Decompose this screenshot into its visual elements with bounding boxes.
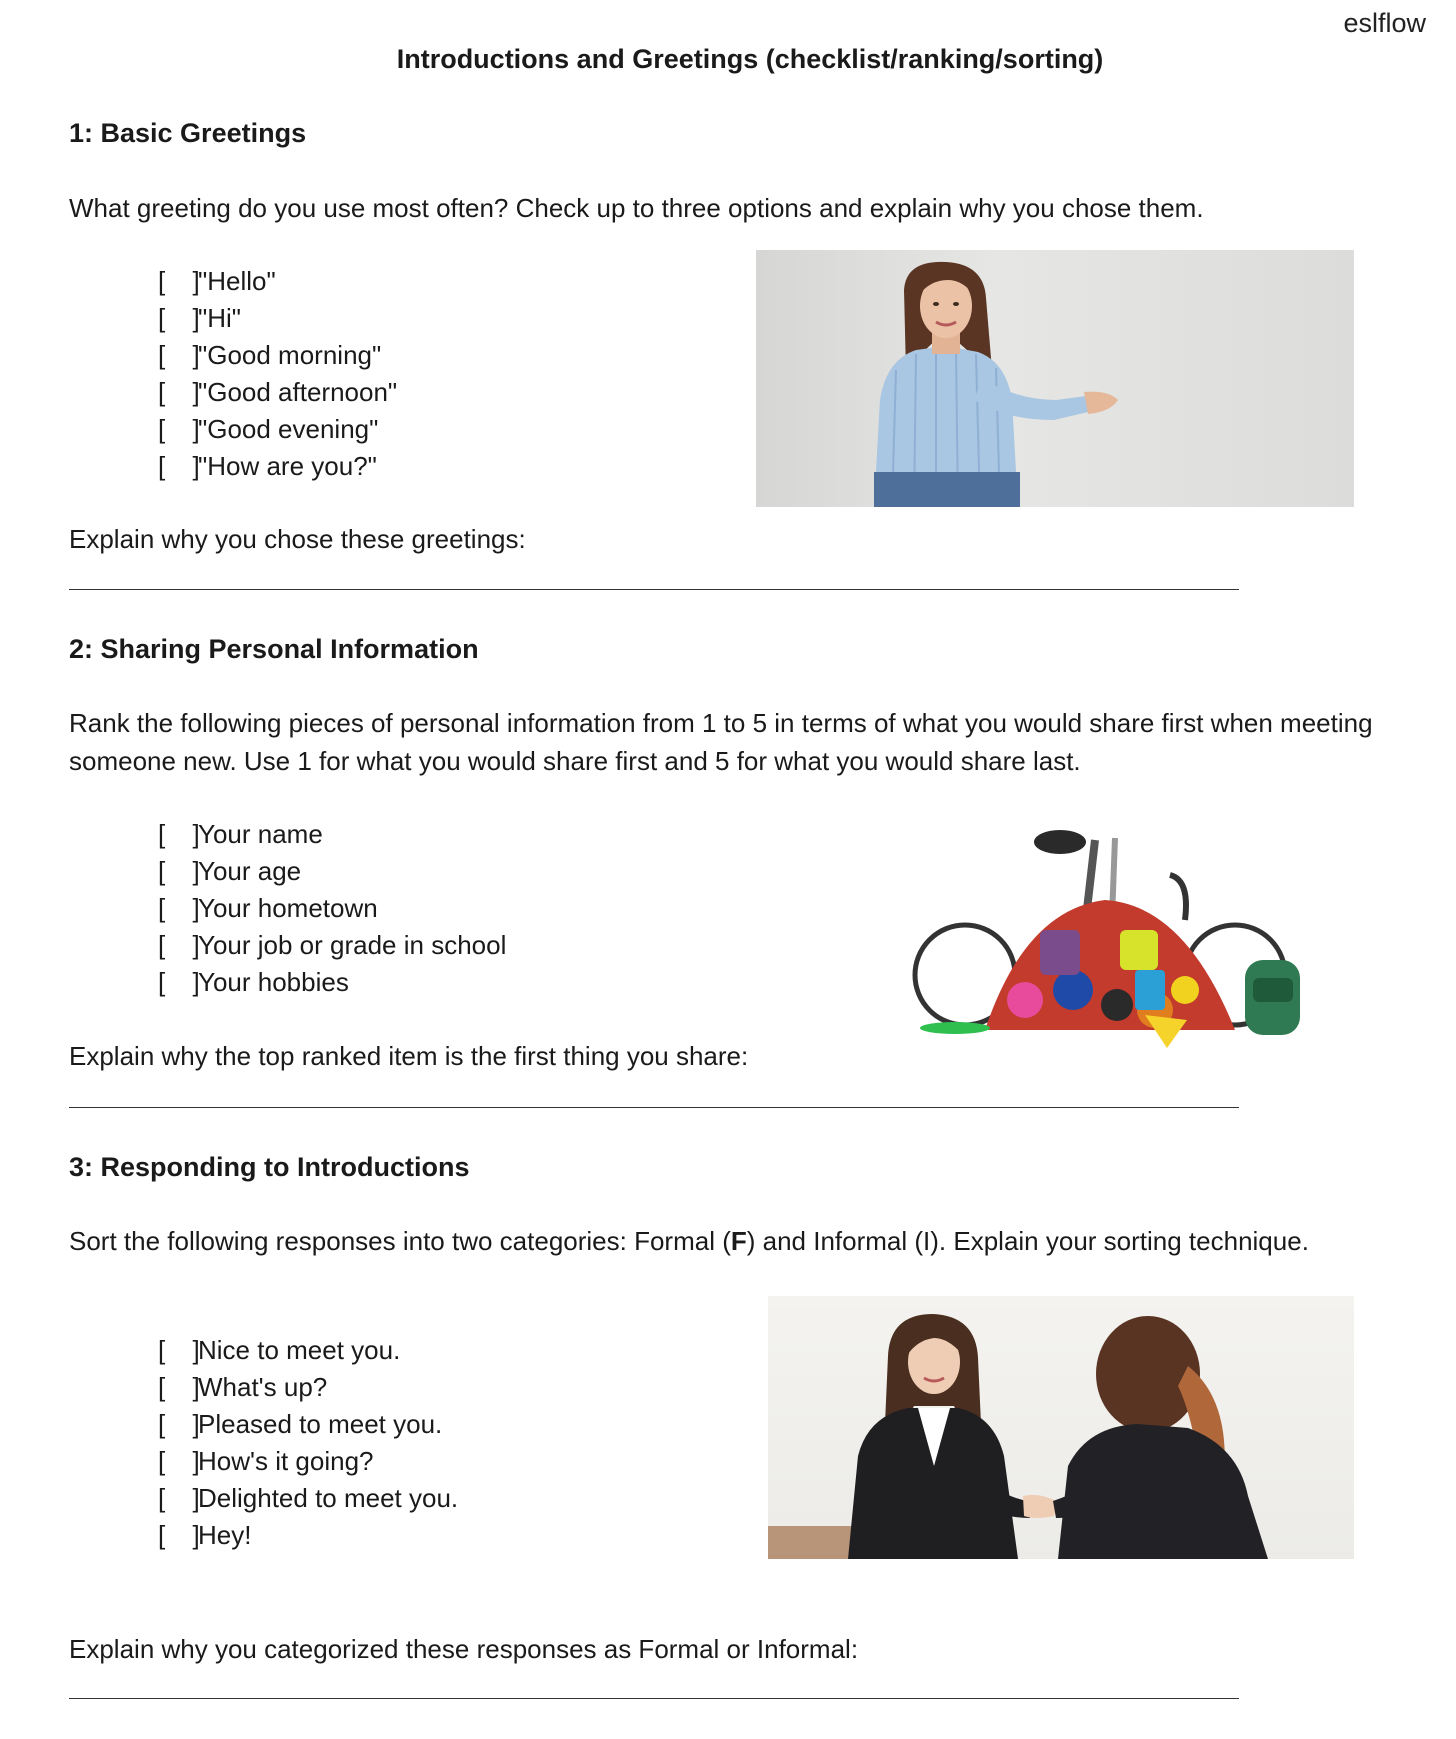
list-item[interactable] [158,927,506,964]
option-label: How's it going? [198,1446,374,1476]
section-2-explain-label: Explain why the top ranked item is the first thing you share: [69,1041,749,1071]
option-label: Your age [198,856,302,886]
ranking-bracket[interactable]: [ ] [158,930,210,960]
option-label: "Hi" [198,303,242,333]
woman-handshake-photo [756,250,1354,507]
page-title: Introductions and Greetings (checklist/ranking/sorting) [396,44,1104,74]
option-label: "Good morning" [198,340,382,370]
option-label: "Good evening" [198,414,379,444]
business-handshake-photo [768,1296,1354,1559]
section-3-answer-line[interactable] [69,1698,1239,1699]
option-label: Your job or grade in school [198,930,507,960]
section-1-heading: 1: Basic Greetings [69,118,307,148]
woman-handshake-illustration [756,250,1354,507]
checkbox-bracket[interactable]: [ ] [158,414,210,444]
section-1-prompt: What greeting do you use most often? Check up to three options and explain why you chose them. [69,193,1204,223]
list-item[interactable] [158,374,397,411]
list-item[interactable] [158,853,506,890]
sorting-bracket[interactable]: [ ] [158,1446,210,1476]
ranking-bracket[interactable]: [ ] [158,967,210,997]
prompt-text-start: Sort the following responses into two categories: Formal ( [69,1226,731,1256]
formal-code-letter: F [730,1226,747,1256]
list-item[interactable] [158,337,397,374]
list-item[interactable] [158,890,506,927]
section-1-options [158,263,397,485]
section-2-prompt: Rank the following pieces of personal information from 1 to 5 in terms of what you would share first when meeting someone new. Use 1 for what you would share first and 5 for what you would share last. [69,708,1373,776]
list-item[interactable] [158,1332,458,1369]
list-item[interactable] [158,964,506,1001]
section-3-explain-label: Explain why you categorized these responses as Formal or Informal: [69,1634,859,1664]
option-label: "Good afternoon" [198,377,398,407]
checkbox-bracket[interactable]: [ ] [158,377,210,407]
option-label: Pleased to meet you. [198,1409,443,1439]
hobby-items-illustration [905,820,1345,1052]
list-item[interactable] [158,300,397,337]
option-label: Your name [198,819,323,849]
list-item[interactable] [158,411,397,448]
ranking-bracket[interactable]: [ ] [158,856,210,886]
list-item[interactable] [158,448,397,485]
list-item[interactable] [158,263,397,300]
business-handshake-illustration [768,1296,1354,1559]
list-item[interactable] [158,1369,458,1406]
option-label: Hey! [198,1520,252,1550]
option-label: "How are you?" [198,451,377,481]
sorting-bracket[interactable]: [ ] [158,1335,210,1365]
checkbox-bracket[interactable]: [ ] [158,451,210,481]
list-item[interactable] [158,1480,458,1517]
section-2-heading: 2: Sharing Personal Information [69,634,479,664]
option-label: Delighted to meet you. [198,1483,459,1513]
section-1-explain-label: Explain why you chose these greetings: [69,524,526,554]
checkbox-bracket[interactable]: [ ] [158,303,210,333]
list-item[interactable] [158,1406,458,1443]
ranking-bracket[interactable]: [ ] [158,819,210,849]
option-label: What's up? [198,1372,328,1402]
list-item[interactable] [158,1443,458,1480]
section-3-heading: 3: Responding to Introductions [69,1152,470,1182]
ranking-bracket[interactable]: [ ] [158,893,210,923]
option-label: Your hometown [198,893,378,923]
sorting-bracket[interactable]: [ ] [158,1409,210,1439]
list-item[interactable] [158,1517,458,1554]
list-item[interactable] [158,816,506,853]
brand-logo-text: eslflow [1343,8,1426,38]
option-label: Nice to meet you. [198,1335,401,1365]
section-2-options [158,816,506,1001]
section-1-answer-line[interactable] [69,589,1239,590]
sorting-bracket[interactable]: [ ] [158,1483,210,1513]
section-2-answer-line[interactable] [69,1107,1239,1108]
hobby-items-photo [905,820,1345,1052]
checkbox-bracket[interactable]: [ ] [158,266,210,296]
section-3-options [158,1332,458,1554]
option-label: Your hobbies [198,967,349,997]
sorting-bracket[interactable]: [ ] [158,1520,210,1550]
sorting-bracket[interactable]: [ ] [158,1372,210,1402]
section-3-prompt [69,1222,1339,1260]
option-label: "Hello" [198,266,276,296]
prompt-text-end: ) and Informal (I). Explain your sorting technique. [746,1226,1309,1256]
checkbox-bracket[interactable]: [ ] [158,340,210,370]
